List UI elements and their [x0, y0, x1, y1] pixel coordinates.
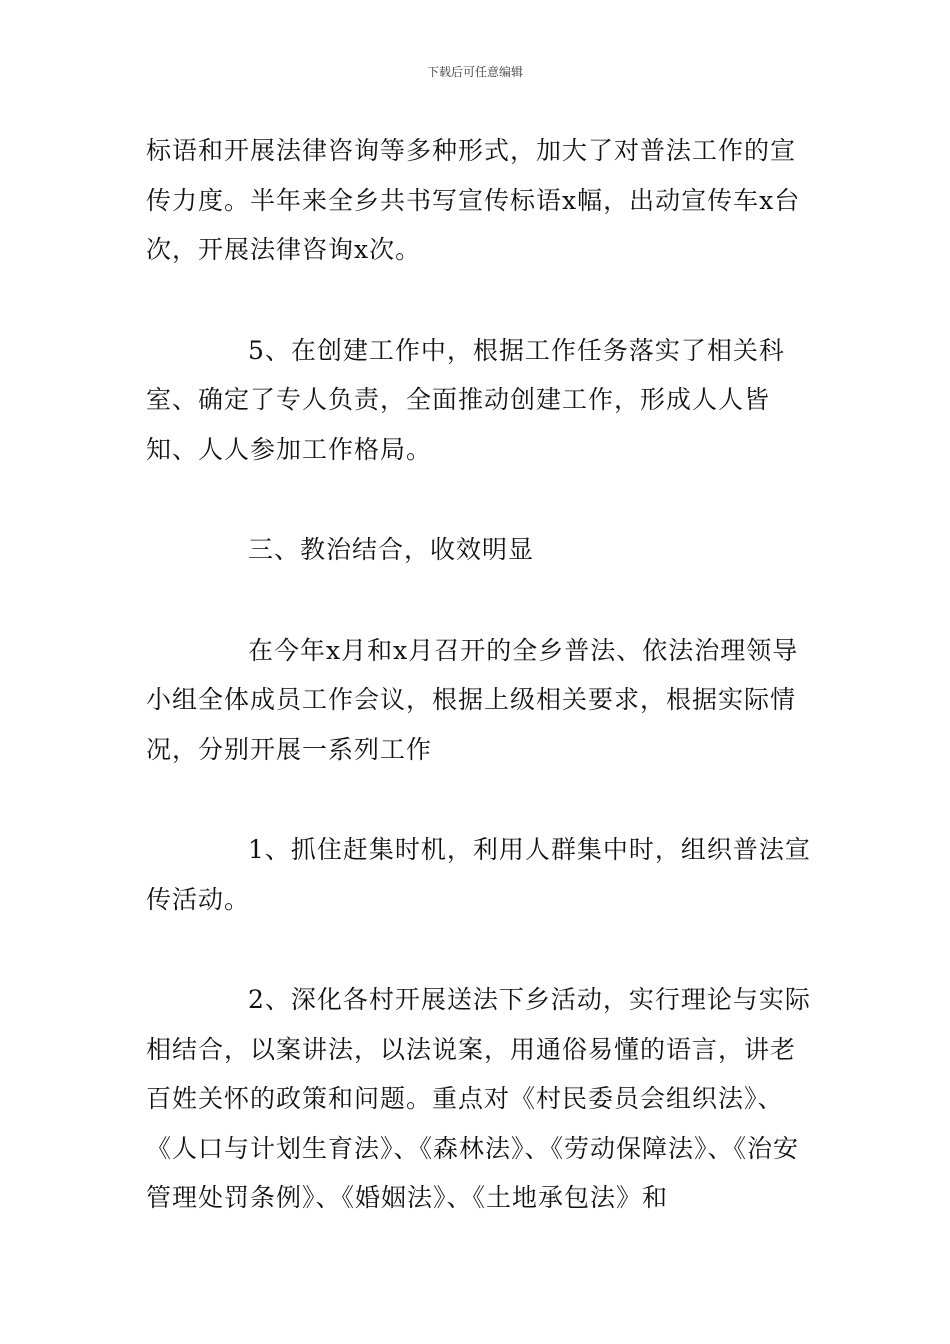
paragraph-gap: [146, 774, 811, 825]
paragraph-2: 5、在创建工作中，根据工作任务落实了相关科室、确定了专人负责，全面推动创建工作，形成人人皆知、人人参加工作格局。: [146, 335, 785, 464]
paragraph-1: 标语和开展法律咨询等多种形式，加大了对普法工作的宣传力度。半年来全乡共书写宣传标语x幅，出动宣传车x台次，开展法律咨询x次。: [146, 136, 801, 264]
document-body: [146, 126, 811, 1223]
section-heading: 三、教治结合，收效明显: [248, 535, 535, 564]
paragraph-3: 在今年x月和x月召开的全乡普法、依法治理领导小组全体成员工作会议，根据上级相关要求，根据实际情况，分别开展一系列工作: [146, 635, 799, 764]
paragraph-gap: [146, 474, 811, 525]
paragraph-gap: [146, 275, 811, 326]
paragraph-5: 2、深化各村开展送法下乡活动，实行理论与实际相结合，以案讲法，以法说案，用通俗易懂的语言，讲老百姓关怀的政策和问题。重点对《村民委员会组织法》、《人口与计划生育法》、《森林法》、《劳动保障法》、《治安管理处罚条例》、《婚姻法》、《土地承包法》和: [146, 985, 811, 1212]
paragraph-gap: [146, 924, 811, 975]
page-header-note: 下载后可任意编辑: [426, 65, 523, 79]
paragraph-gap: [146, 575, 811, 626]
paragraph-4: 1、抓住赶集时机，利用人群集中时，组织普法宣传活动。: [146, 835, 811, 914]
